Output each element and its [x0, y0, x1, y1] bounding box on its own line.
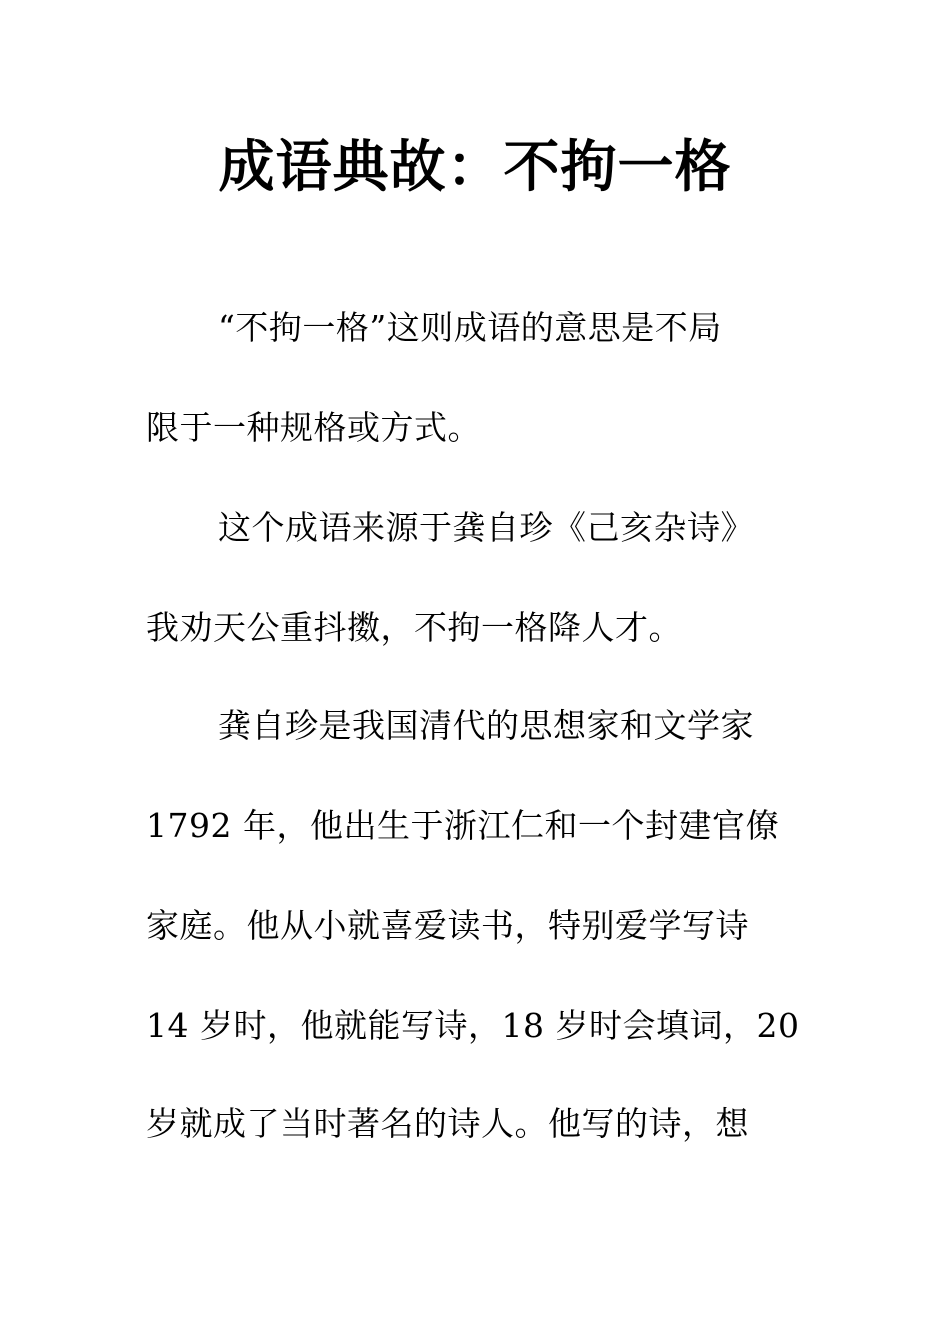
paragraph-2-line-1: 这个成语来源于龚自珍《己亥杂诗》 — [218, 508, 754, 547]
paragraph-2-line-2: 我劝天公重抖擞，不拘一格降人才。 — [146, 608, 682, 647]
paragraph-3-line-3: 家庭。他从小就喜爱读书，特别爱学写诗 — [146, 906, 749, 945]
paragraph-3-line-2: 1792 年，他出生于浙江仁和一个封建官僚 — [146, 806, 779, 845]
paragraph-3-line-5: 岁就成了当时著名的诗人。他写的诗，想 — [146, 1104, 749, 1143]
paragraph-3-line-4: 14 岁时，他就能写诗，18 岁时会填词，20 — [146, 1006, 800, 1045]
document-title: 成语典故：不拘一格 — [218, 134, 732, 200]
paragraph-3-line-1: 龚自珍是我国清代的思想家和文学家 — [218, 706, 754, 745]
paragraph-1-line-1: “不拘一格”这则成语的意思是不局 — [218, 308, 722, 347]
paragraph-1-line-2: 限于一种规格或方式。 — [146, 408, 481, 447]
